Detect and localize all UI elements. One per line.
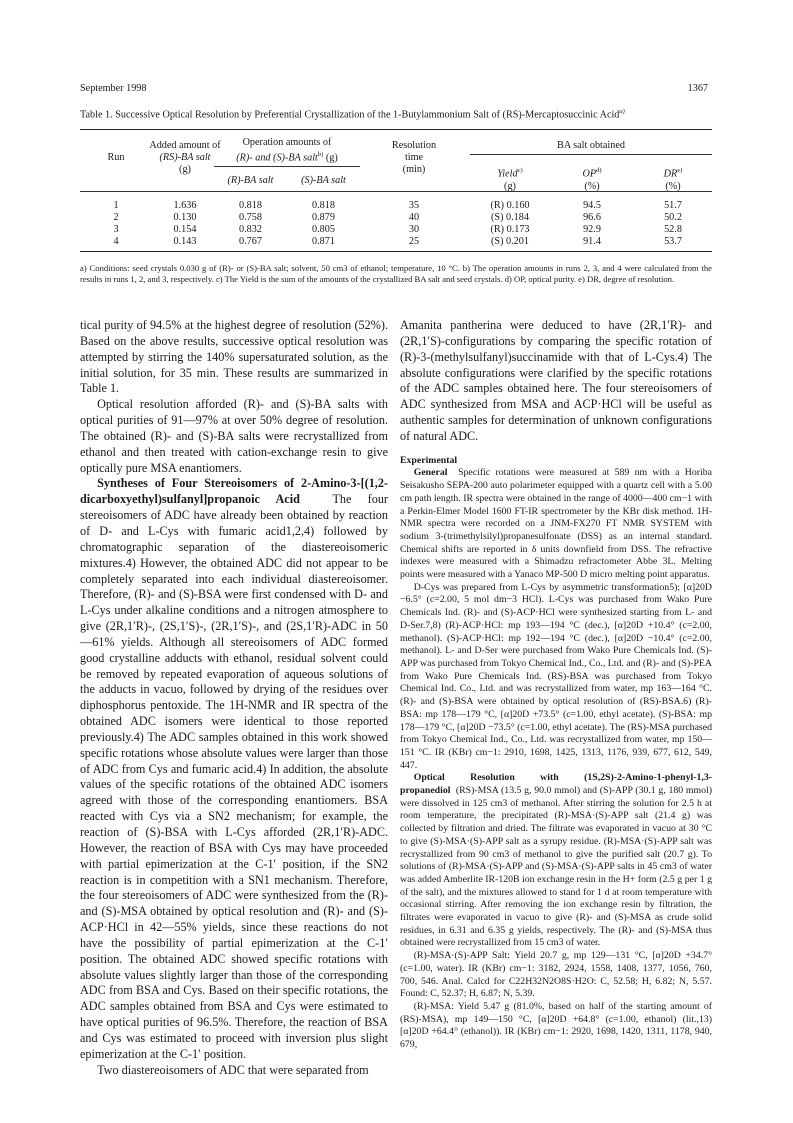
materials-paragraph: D-Cys was prepared from L-Cys by asymmetric transformation5); [α]20D −6.5° (c=2.00, 5 mol dm−3 HCl). L-Cys was purchased from Wako Pure Chemicals Ind. (R)- and (S)-ACP·HCl were synthesized starting from L- and D-Ser.7,8) (R)-ACP·HCl: mp 193—194 °C (dec.), [α]20D +10.4° (c=2.00, methanol). (S)-ACP·HCl: mp 192—194 °C (dec.), [α]20D −10.4° (c=2.00, methanol). L- and D-Ser were purchased from Wako Pure Chemicals Ind. (S)-APP was purchased from Tokyo Chemical Ind., Co., Ltd. and (R)- and (S)-PEA from Wako Pure Chemicals Ind. (RS)-BSA was purchased from Tokyo Chemical Ind. Co., Ltd. and was recrystallized from water, mp 163—164 °C. (R)- and (S)-BSA were obtained by optical resolution of (RS)-BSA.6) (R)-BSA: mp 178—179 °C, [α]20D +73.5° (c=1.00, ethyl acetate). (S)-BSA: mp 178—179 °C, [α]20D −73.5° (c=1.00, ethyl acetate). The (RS)-MSA purchased from Tokyo Chemical Ind., Co., Ltd. was recrystallized from water, mp 150—151 °C. IR (KBr) cm−1: 2910, 1698, 1425, 1313, 1176, 939, 677, 612, 549, 447.	[400, 581, 712, 771]
ba-salt-subheader-rule	[470, 154, 712, 155]
table-cell-added: 1.636	[173, 200, 197, 211]
yield-header-text: Yield	[497, 168, 518, 180]
table-cell-run: 1	[113, 200, 119, 211]
operation-header-unit: (g)	[323, 152, 338, 164]
table-cell-op: 91.4	[583, 236, 601, 247]
op-header-label	[552, 165, 632, 181]
resolution-header-line2: time	[404, 152, 424, 164]
op-header-unit: (%)	[584, 180, 600, 192]
table-cell-yield: (S) 0.184	[491, 212, 529, 223]
column-header-resolution-time	[378, 140, 450, 177]
optical-resolution-paragraph	[400, 772, 712, 950]
table-cell-time: 30	[408, 224, 420, 235]
added-header-line1: Added amount of	[149, 140, 221, 151]
table-cell-run: 2	[113, 212, 119, 223]
table-cell-yield: (R) 0.173	[490, 224, 530, 235]
table-cell-r-salt: 0.832	[239, 224, 262, 235]
table-cell-r-salt: 0.758	[239, 212, 262, 223]
op-header-text: OP	[582, 168, 597, 180]
table-cell-r-salt: 0.818	[239, 200, 262, 211]
table-cell-yield: (S) 0.201	[491, 236, 529, 247]
column-header-ba-salt-obtained: BA salt obtained	[557, 140, 625, 151]
table-cell-op: 94.5	[583, 200, 601, 211]
resolution-header-line1: Resolution	[391, 140, 437, 151]
experimental-heading: Experimental	[400, 454, 458, 466]
column-header-dr	[634, 165, 712, 193]
right-paragraph-1: Amanita pantherina were deduced to have (2R,1′R)- and (2R,1′S)-configurations by comparing the specific rotation of (R)-3-(methylsulfanyl)succinamide with that of L-Cys.4) The absolute configurations were clarified by the specific rotations of the ADC samples obtained here. The four stereoisomers of ADC synthesized from MSA and ACP·HCl will be useful as authentic samples for determination of unknown configurations of natural ADC.	[400, 318, 712, 443]
table-caption-text: Table 1. Successive Optical Resolution by Preferential Crystallization of the 1-Butylammonium Salt of (RS)-Mercaptosuccinic Acid	[80, 109, 620, 121]
table-cell-s-salt: 0.805	[312, 224, 335, 235]
running-header-date: September 1998	[80, 83, 147, 94]
operation-header-line1: Operation amounts of	[242, 137, 332, 148]
table-cell-dr: 51.7	[664, 200, 682, 211]
table-row	[0, 236, 793, 250]
table-caption	[80, 108, 720, 120]
right-column	[400, 318, 712, 1052]
table-cell-s-salt: 0.879	[312, 212, 335, 223]
general-label: General	[413, 467, 448, 479]
dr-header-unit: (%)	[665, 180, 681, 192]
dr-footnote-mark: e)	[677, 167, 683, 174]
left-paragraph-4: Two diastereoisomers of ADC that were separated from	[97, 1062, 369, 1077]
yield-header-unit: (g)	[504, 180, 516, 192]
table-cell-time: 25	[408, 236, 420, 247]
column-header-yield	[470, 165, 550, 193]
table-cell-added: 0.130	[173, 212, 197, 223]
experimental-body	[400, 467, 712, 1051]
optical-resolution-text: (RS)-MSA (13.5 g, 90.0 mmol) and (S)-APP (30.1 g, 180 mmol) were dissolved in 125 cm3 of methanol. After stirring the solution for 2.5 h at room temperature, the precipitated (R)-MSA·(S)-APP salt (21.4 g) was collected by filtration and dried. The filtrate was evaporated in vacuo at 30 °C to give (S)-MSA·(S)-APP salt as a syrupy residue. (R)-MSA·(S)-APP salt was recrystallized from 90 cm3 of methanol to give the purified salt (20.7 g). To solutions of (R)-MSA·(S)-APP and (S)-MSA·(S)-APP salts in 45 cm3 of water was added Amberlite IR-120B ion exchange resin in the H+ form (2.5 g per 1 g of the salt), and the mixtures allowed to stand for 1 d at room temperature with occasional stirring. After removing the ion exchange resin by filtration, the filtrates were evaporated in vacuo to give (R)- and (S)-MSA as crude solid residues, in 6.31 and 6.35 g yields, respectively. The (R)- and (S)-MSA thus obtained were recrystallized from 15 cm3 of water.	[400, 785, 712, 949]
table-cell-s-salt: 0.818	[312, 200, 335, 211]
operation-header-line2-text: (R)- and (S)-BA salt	[236, 152, 318, 164]
optical-resolution-heading: Optical Resolution with (1S,2S)-2-Amino-1-phenyl-1,3-propanediol	[400, 772, 712, 797]
table-cell-added: 0.143	[173, 236, 197, 247]
column-header-run: Run	[107, 152, 125, 163]
table-cell-op: 92.9	[583, 224, 601, 235]
column-header-r-salt: (R)-BA salt	[227, 175, 274, 186]
left-paragraph-3	[80, 476, 388, 1062]
table-footnotes: a) Conditions: seed crystals 0.030 g of (R)- or (S)-BA salt; solvent, 50 cm3 of ethanol; temperature, 10 °C. b) The operation amounts in runs 2, 3, and 4 were calculated from the results in runs 1, 2, and 3, respectively. c) The Yield is the sum of the amounts of the crystallized BA salt and seed crystals. d) OP, optical purity. e) DR, degree of resolution.	[80, 263, 712, 284]
dr-header-label	[634, 165, 712, 181]
general-paragraph	[400, 467, 712, 581]
dr-header-text: DR	[663, 168, 678, 180]
table-cell-run: 3	[113, 224, 119, 235]
table-top-rule	[80, 129, 712, 130]
left-column	[80, 318, 388, 1079]
table-cell-yield: (R) 0.160	[490, 200, 530, 211]
operation-header-line2	[214, 149, 360, 165]
operation-subheader-rule	[214, 166, 360, 167]
table-bottom-rule	[80, 251, 712, 252]
salt-data-paragraph: (R)-MSA·(S)-APP Salt: Yield 20.7 g, mp 129—131 °C, [α]20D +34.7° (c=1.00, water). IR (KBr) cm−1: 3182, 2924, 1558, 1408, 1377, 1056, 760, 700, 546. Anal. Calcd for C22H32N2O8S·H2O: C, 52.58; H, 6.82; N, 5.57. Found: C, 52.37; H, 6.87; N, 5.39.	[400, 950, 712, 1000]
page-number: 1367	[687, 83, 708, 94]
column-header-op	[552, 165, 632, 193]
yield-footnote-mark: c)	[517, 167, 523, 174]
table-cell-dr: 53.7	[664, 236, 682, 247]
left-paragraph-2: Optical resolution afforded (R)- and (S)-BA salts with optical purities of 91—97% at over 50% degree of resolution. The obtained (R)- and (S)-BA salts were recrystallized from ethanol and then treated with cation-exchange resin to give optically pure MSA enantiomers.	[80, 397, 388, 475]
table-cell-dr: 52.8	[664, 224, 682, 235]
added-header-line2: (RS)-BA salt	[159, 152, 211, 164]
table-cell-s-salt: 0.871	[312, 236, 335, 247]
left-paragraph-1: tical purity of 94.5% at the highest degree of resolution (52%). Based on the above results, successive optical resolution was attempted by stirring the 140% supersaturated solution, as the initial solution, for 35 min. These results are summarized in Table 1.	[80, 318, 388, 396]
op-footnote-mark: d)	[596, 167, 602, 174]
table-cell-added: 0.154	[173, 224, 197, 235]
section-heading-syntheses: Syntheses of Four Stereoisomers of 2-Amino-3-[(1,2-dicarboxyethyl)sulfanyl]propanoic Acid	[80, 476, 388, 507]
table-cell-dr: 50.2	[664, 212, 682, 223]
resolution-header-line3: (min)	[402, 164, 426, 176]
column-header-s-salt: (S)-BA salt	[301, 175, 346, 186]
general-text: Specific rotations were measured at 589 nm with a Horiba Seisakusho SEPA-200 auto polarimeter equipped with a quartz cell with a 5.00 cm path length. IR spectra were obtained in the range of 4000—400 cm−1 with a Perkin-Elmer Model 1600 FT-IR spectrometer by the KBr disk method. 1H-NMR spectra were recorded on a JNM-FX270 FT NMR SYSTEM with sodium 3-(trimethylsilyl)propanesulfonate (DSS) as an internal standard. Chemical shifts are reported in δ units downfield from DSS. The refractive indexes were measured with a Shimadzu refractometer Abbe 3L. Melting points were measured with a Yanaco MP-500 D micro melting point apparatus.	[400, 467, 712, 581]
table-cell-r-salt: 0.767	[239, 236, 262, 247]
yield-header-label	[470, 165, 550, 181]
table-caption-footnote-mark: a)	[619, 108, 625, 115]
table-cell-run: 4	[113, 236, 119, 247]
column-header-operation-amounts	[214, 137, 360, 165]
table-cell-op: 96.6	[583, 212, 601, 223]
r-msa-data-paragraph: (R)-MSA: Yield 5.47 g (81.0%, based on half of the starting amount of (RS)-MSA), mp 149—150 °C, [α]20D +64.8° (c=1.00, ethanol) (lit.,13) [α]20D +64.4° (ethanol)). IR (KBr) cm−1: 2920, 1698, 1420, 1311, 1178, 940, 679,	[400, 1000, 712, 1051]
left-paragraph-3-text: The four stereoisomers of ADC have already been obtained by reaction of D- and L-Cys with fumaric acid1,2,4) followed by chromatographic separation of the diastereoisomeric mixtures.4) However, the obtained ADC did not appear to be completely separated into each individual diastereoisomer. Therefore, (R)- and (S)-BSA were first condensed with D- and L-Cys under alkaline conditions and a nitrogen atmosphere to give (2R,1′R)-, (2S,1′S)-, (2R,1′S)-, and (2S,1′R)-ADC in 50—61% yields. Although all stereoisomers of ADC formed good crystalline adducts with ethanol, residual solvent could be removed by repeated evaporation of aqueous solutions of the adducts in vacuo, followed by drying of the residues over diphosphorus pentoxide. The 1H-NMR and IR spectra of the obtained ADC isomers were identical to those reported previously.4) The ADC samples obtained in this work showed specific rotations whose absolute values were larger than those of ADC from Cys and fumaric acid.4) In addition, the absolute values of the specific rotations of the obtained ADC isomers agreed with those of the corresponding enantiomers. BSA reacted with Cys via a SN2 mechanism; for example, the reaction of (S)-BSA with L-Cys afforded (2R,1′R)-ADC. However, the reaction of BSA with Cys may have proceeded with partial epimerization at the C-1′ position, if the SN2 reaction is in competition with a SN1 mechanism. Therefore, the four stereoisomers of ADC were synthesized from the (R)- and (S)-MSA obtained by optical resolution and (R)- and (S)-ACP·HCl in 42—55% yields, since these reactions do not have the possibility of partial epimerization at the C-1′ position. The obtained ADC showed specific rotations with absolute values slightly larger than those of the corresponding ADC from BSA and Cys. Based on their specific rotations, the ADC samples obtained from BSA and Cys were estimated to have optical purities of 96.5%. Therefore, the reaction of BSA and Cys was estimated to proceed with inversion plus slight epimerization at the C-1′ position.	[80, 492, 388, 1061]
operation-header-footnote-mark: b)	[317, 151, 324, 159]
table-cell-time: 40	[408, 212, 420, 223]
added-header-line3: (g)	[179, 164, 191, 176]
table-cell-time: 35	[408, 200, 420, 211]
